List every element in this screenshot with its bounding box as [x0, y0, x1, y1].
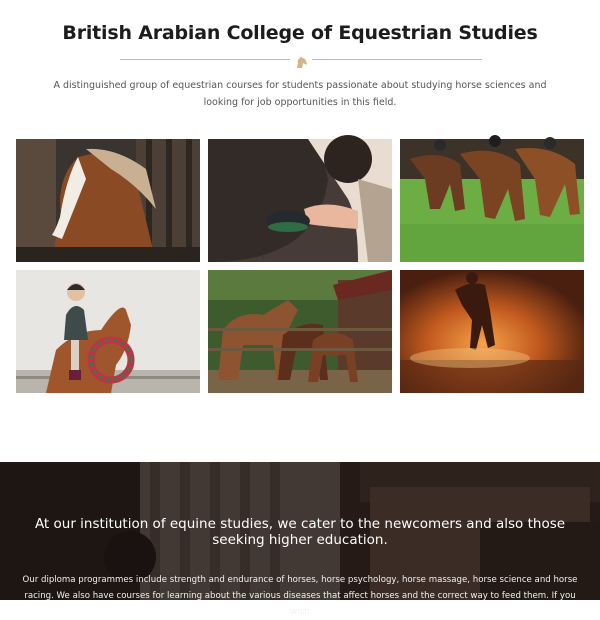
horse-race-photo[interactable]	[400, 139, 584, 262]
horses-in-paddock-photo[interactable]	[208, 270, 392, 393]
divider-line-right	[312, 59, 482, 60]
rider-at-sunset-photo[interactable]	[400, 270, 584, 393]
hero-heading: At our institution of equine studies, we cater to the newcomers and also those seeking higher education.	[34, 516, 566, 548]
rider-with-wreath-photo[interactable]	[16, 270, 200, 393]
hero-banner	[0, 462, 600, 617]
horse-in-stable-photo[interactable]	[16, 139, 200, 262]
title-divider	[120, 53, 482, 65]
intro-paragraph: A distinguished group of equestrian courses for students passionate about studying horse sciences and looking for job opportunities in this field.	[53, 80, 547, 108]
horse-head-icon	[294, 53, 308, 65]
grooming-horse-photo[interactable]	[208, 139, 392, 262]
divider-line-left	[120, 59, 290, 60]
page-title: British Arabian College of Equestrian Studies	[62, 22, 538, 44]
hero-body-text: Our diploma programmes include strength and endurance of horses, horse psychology, horse massage, horse science and horse racing. We also have courses for learning about the various diseases that affect horses and the correct way to feed them. If you wish	[22, 575, 578, 617]
